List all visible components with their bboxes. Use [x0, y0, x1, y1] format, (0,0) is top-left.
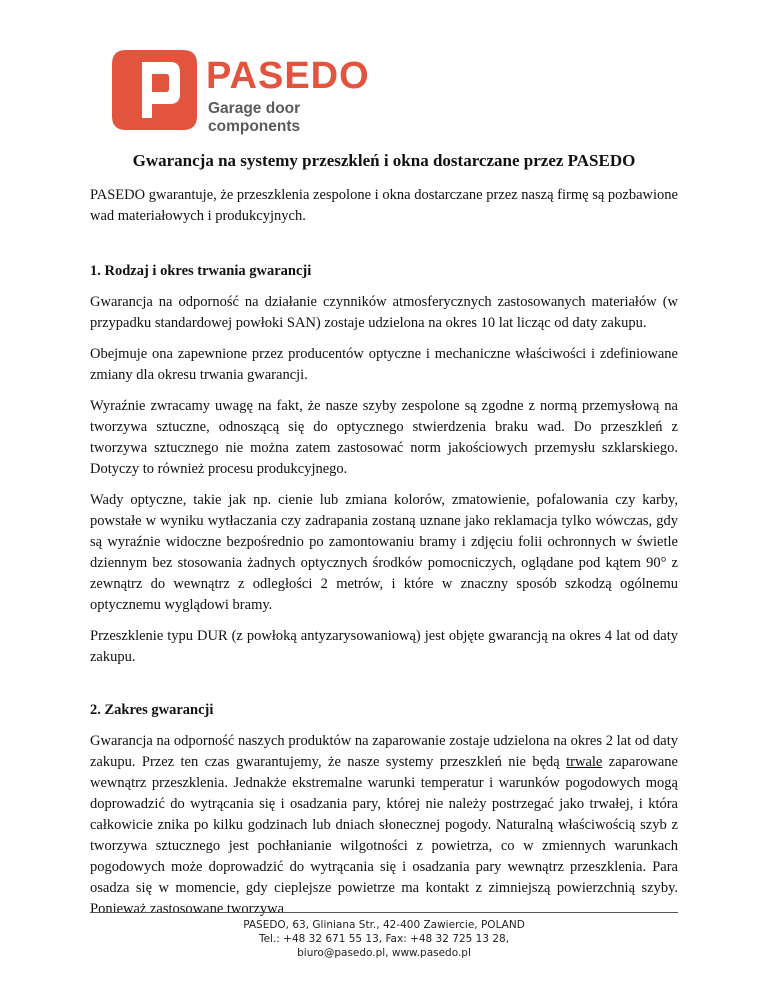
page-footer — [90, 918, 678, 960]
logo-name: PASEDO — [206, 55, 370, 97]
section-1-heading: 1. Rodzaj i okres trwania gwarancji — [90, 263, 312, 279]
footer-phone-fax: Tel.: +48 32 671 55 13, Fax: +48 32 725 13 28, — [258, 933, 510, 945]
logo-mark-icon — [112, 50, 197, 130]
underlined-word: trwale — [566, 754, 603, 770]
pasedo-logo — [112, 50, 370, 135]
document-body — [90, 185, 678, 930]
section-1-paragraph-2: Obejmuje ona zapewnione przez producentów optyczne i mechaniczne właściwości i zdefiniowane zmiany dla okresu trwania gwarancji. — [90, 346, 678, 383]
footer-email-web: biuro@pasedo.pl, www.pasedo.pl — [297, 947, 471, 959]
section-2-text-end: zaparowane wewnątrz przeszklenia. Jednakże ekstremalne warunki temperatur i warunków pogodowych mogą doprowadzić do wytrącania się i osadzania pary, której nie należy postrzegać jako trwałej, i która całkowicie znika po kilku godzinach lub dniach słonecznej pogody. Naturalną właściwością szyb z tworzywa sztucznego jest pochłanianie wilgotności z powietrza, co w zmiennych warunkach pogodowych może doprowadzić do wytrącania się i osadzania pary wewnątrz przeszklenia. Para osadza się w momencie, gdy cieplejsze powietrze ma kontakt z zimniejszą powierzchnią szyby. Ponieważ zastosowane tworzywa — [90, 754, 678, 917]
intro-paragraph: PASEDO gwarantuje, że przeszklenia zespolone i okna dostarczane przez naszą firmę są pozbawione wad materiałowych i produkcyjnych. — [90, 187, 678, 224]
section-2-text-start: Gwarancja na odporność naszych produktów na zaparowanie zostaje udzielona na okres 2 lat od daty zakupu. Przez ten czas gwarantujemy, że nasze systemy przeszkleń nie będą — [90, 733, 678, 770]
section-1-paragraph-4: Wady optyczne, takie jak np. cienie lub zmiana kolorów, zmatowienie, pofalowania czy karby, powstałe w wyniku wytłaczania czy zadrapania zostaną uznane jako reklamacja tylko wówczas, gdy są wyraźnie widoczne bezpośrednio po zamontowaniu bramy i zdjęciu folii ochronnych w świetle dziennym bez stosowania żadnych optycznych środków pomocniczych, oglądane pod kątem 90° z zewnątrz do wewnątrz z odległości 2 metrów, i które w znaczny sposób szkodzą ogólnemu optycznemu wyglądowi bramy. — [90, 492, 678, 613]
section-2-heading: 2. Zakres gwarancji — [90, 702, 214, 718]
logo-tagline: Garage door components — [208, 100, 301, 135]
section-1-paragraph-5: Przeszklenie typu DUR (z powłoką antyzarysowaniową) jest objęte gwarancją na okres 4 lat od daty zakupu. — [90, 628, 678, 665]
section-2-paragraph-1 — [90, 731, 678, 920]
footer-divider — [90, 912, 678, 913]
document-title: Gwarancja na systemy przeszkleń i okna dostarczane przez PASEDO — [132, 151, 636, 170]
footer-address: PASEDO, 63, Gliniana Str., 42-400 Zawiercie, POLAND — [243, 919, 525, 931]
section-1-paragraph-1: Gwarancja na odporność na działanie czynników atmosferycznych zastosowanych materiałów (w przypadku standardowej powłoki SAN) zostaje udzielona na okres 10 lat licząc od daty zakupu. — [90, 294, 678, 331]
section-1-paragraph-3: Wyraźnie zwracamy uwagę na fakt, że nasze szyby zespolone są zgodne z normą przemysłową na tworzywa sztuczne, odnoszącą się do optycznego stwierdzenia braku wad. Do przeszkleń z tworzywa sztucznego nie można zatem zastosować norm jakościowych przemysłu szklarskiego. Dotyczy to również procesu produkcyjnego. — [90, 398, 678, 477]
